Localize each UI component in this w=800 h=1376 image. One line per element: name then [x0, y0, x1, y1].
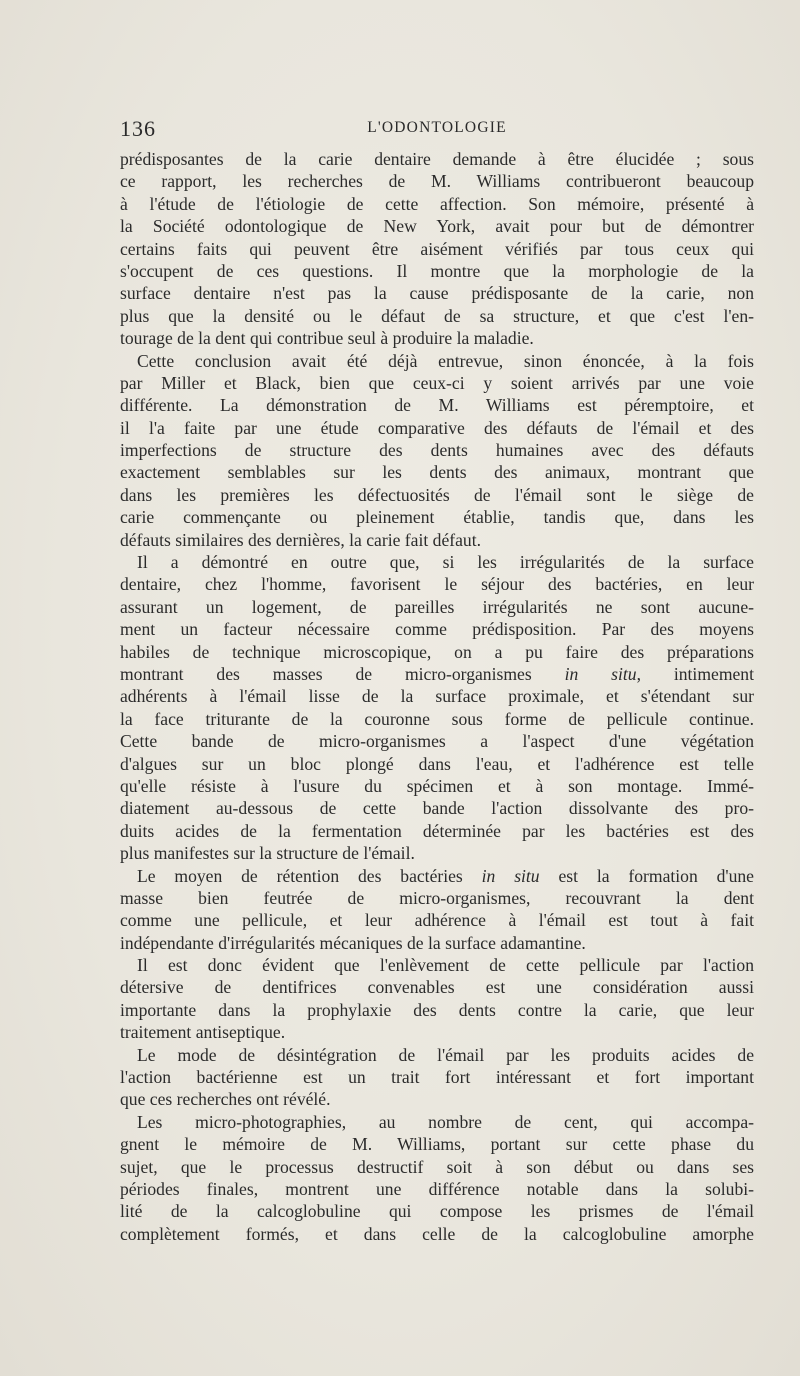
italic-term: in situ [481, 865, 540, 886]
text-line: par Miller et Black, bien que ceux-ci y soient arrivés par une voie [120, 372, 754, 393]
text-line: carie commençante ou pleinement établie, tandis que, dans les [120, 507, 754, 528]
paragraph [120, 1044, 754, 1111]
text-line: traitement antiseptique. [120, 1022, 286, 1043]
text-line: Il a démontré en outre que, si les irrégularités de la surface [137, 552, 754, 573]
text-line: qu'elle résiste à l'usure du spécimen et à son montage. Immé- [120, 775, 754, 796]
text-line: lité de la calcoglobuline qui compose les prismes de l'émail [120, 1201, 754, 1222]
text-line: imperfections de structure des dents humaines avec des défauts [120, 440, 754, 461]
paragraph [120, 954, 754, 1044]
text-line: l'action bactérienne est un trait fort intéressant et fort important [120, 1067, 754, 1088]
text-line: Cette conclusion avait été déjà entrevue, sinon énoncée, à la fois [137, 350, 754, 371]
paragraph [120, 1111, 754, 1245]
text-line: Il est donc évident que l'enlèvement de cette pellicule par l'action [137, 955, 754, 976]
text-line: assurant un logement, de pareilles irrégularités ne sont aucune- [120, 596, 754, 617]
text-line: duits acides de la fermentation déterminée par les bactéries est des [120, 820, 754, 841]
italic-term: in situ [564, 663, 637, 684]
text-line: dans les premières les défectuosités de l'émail sont le siège de [120, 484, 754, 505]
body-text [120, 148, 754, 1245]
text-line: défauts similaires des dernières, la carie fait défaut. [120, 529, 481, 550]
paragraph [120, 350, 754, 552]
text-segment: montrant des masses de micro-organismes [120, 663, 532, 684]
text-line: ce rapport, les recherches de M. Williams contribueront beaucoup [120, 171, 754, 192]
page-number: 136 [120, 116, 156, 141]
text-line: la face triturante de la couronne sous forme de pellicule continue. [120, 708, 754, 729]
text-line: gnent le mémoire de M. Williams, portant sur cette phase du [120, 1134, 754, 1155]
text-line-mixed [120, 663, 754, 685]
text-line: exactement semblables sur les dents des animaux, montrant que [120, 462, 754, 483]
text-line: prédisposantes de la carie dentaire demande à être élucidée ; sous [120, 149, 754, 169]
text-line: à l'étude de l'étiologie de cette affection. Son mémoire, présenté à [120, 193, 754, 214]
text-line: dentaire, chez l'homme, favorisent le séjour des bactéries, en leur [120, 574, 754, 595]
text-line: détersive de dentifrices convenables est une considération aussi [120, 977, 754, 998]
text-line: Les micro-photographies, au nombre de cent, qui accompa- [137, 1111, 754, 1132]
text-line: plus que la densité ou le défaut de sa structure, et que c'est l'en- [120, 305, 754, 326]
page-header [120, 116, 754, 142]
text-line: masse bien feutrée de micro-organismes, recouvrant la dent [120, 887, 754, 908]
paragraph [120, 551, 754, 864]
text-line: adhérents à l'émail lisse de la surface proximale, et s'étendant sur [120, 686, 754, 707]
text-line: sujet, que le processus destructif soit à son début ou dans ses [120, 1156, 754, 1177]
text-line: plus manifestes sur la structure de l'émail. [120, 843, 415, 864]
text-line: que ces recherches ont révélé. [120, 1089, 331, 1110]
text-line: la Société odontologique de New York, avait pour but de démontrer [120, 216, 754, 237]
paragraph [120, 865, 754, 955]
paragraph [120, 148, 754, 350]
text-line-mixed [120, 865, 754, 887]
text-segment: est la formation d'une [539, 865, 754, 886]
text-segment: Le moyen de rétention des bactéries [137, 865, 463, 886]
text-line: certains faits qui peuvent être aisément vérifiés par tous ceux qui [120, 238, 754, 259]
text-line: comme une pellicule, et leur adhérence à l'émail est tout à fait [120, 910, 754, 931]
text-line: il l'a faite par une étude comparative des défauts de l'émail et des [120, 417, 754, 438]
text-line: d'algues sur un bloc plongé dans l'eau, et l'adhérence est telle [120, 753, 754, 774]
text-segment: , intimement [636, 663, 754, 684]
text-line: différente. La démonstration de M. Williams est péremptoire, et [120, 395, 754, 416]
text-line: importante dans la prophylaxie des dents contre la carie, que leur [120, 999, 754, 1020]
text-line: indépendante d'irrégularités mécaniques de la surface adamantine. [120, 932, 586, 953]
text-line: Cette bande de micro-organismes a l'aspect d'une végétation [120, 731, 754, 752]
text-line: tourage de la dent qui contribue seul à produire la maladie. [120, 328, 534, 349]
text-line: ment un facteur nécessaire comme prédisposition. Par des moyens [120, 619, 754, 640]
text-line: Le mode de désintégration de l'émail par les produits acides de [137, 1044, 754, 1065]
running-title: L'ODONTOLOGIE [367, 119, 507, 136]
text-line: complètement formés, et dans celle de la calcoglobuline amorphe [120, 1223, 754, 1244]
text-line: s'occupent de ces questions. Il montre que la morphologie de la [120, 260, 754, 281]
text-line: périodes finales, montrent une différence notable dans la solubi- [120, 1178, 754, 1199]
text-line: surface dentaire n'est pas la cause prédisposante de la carie, non [120, 283, 754, 304]
text-line: diatement au-dessous de cette bande l'action dissolvante des pro- [120, 798, 754, 819]
text-line: habiles de technique microscopique, on a pu faire des préparations [120, 641, 754, 662]
